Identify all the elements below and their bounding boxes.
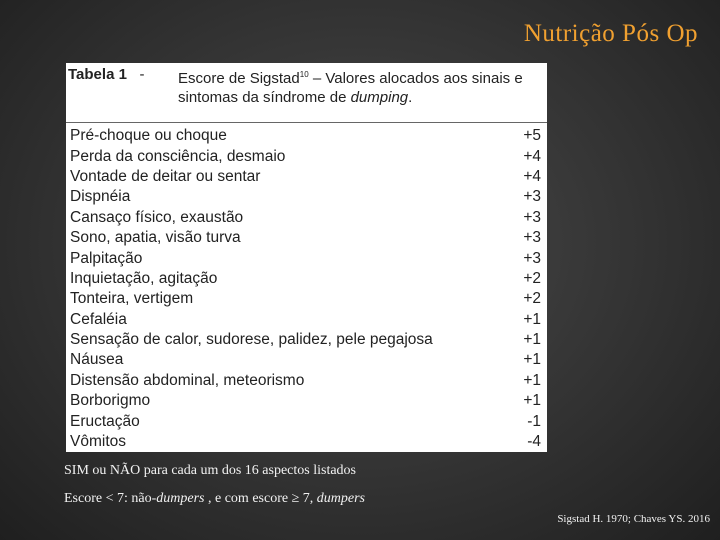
- symptom-cell: Vômitos: [70, 433, 126, 451]
- note-2-c: , e com escore ≥ 7,: [204, 491, 317, 506]
- symptom-cell: Cansaço físico, exaustão: [70, 208, 244, 226]
- caption-italic: dumping: [350, 89, 409, 106]
- symptom-cell: Pré-choque ou choque: [70, 127, 227, 145]
- note-line-2: [64, 491, 365, 507]
- note-line-1: SIM ou NÃO para cada um dos 16 aspectos listados: [64, 463, 357, 478]
- score-cell: +3: [523, 229, 541, 247]
- score-cell: +1: [523, 331, 541, 349]
- symptom-cell: Dispnéia: [70, 188, 131, 206]
- symptom-cell: Perda da consciência, desmaio: [70, 147, 286, 165]
- table-row: [70, 167, 543, 187]
- table-row: [70, 208, 543, 228]
- symptom-cell: Eructação: [70, 412, 140, 430]
- note-2-b: dumpers: [156, 491, 205, 506]
- score-cell: +3: [523, 188, 541, 206]
- table-row: [70, 269, 543, 289]
- score-cell: +1: [523, 351, 541, 369]
- caption-end: .: [408, 89, 413, 106]
- table-row: [70, 289, 543, 309]
- table-row: [70, 432, 543, 452]
- score-cell: +2: [523, 290, 541, 308]
- table-caption-text: [178, 65, 547, 107]
- table-label-text: Tabela 1: [68, 66, 127, 83]
- slide-title: Nutrição Pós Op: [523, 20, 698, 47]
- score-cell: +2: [523, 269, 541, 287]
- table-row: [70, 187, 543, 207]
- symptom-cell: Inquietação, agitação: [70, 269, 218, 287]
- score-cell: +4: [523, 147, 541, 165]
- caption-prefix: Escore de Sigstad: [178, 70, 300, 87]
- table-row: [70, 146, 543, 166]
- table-row: [70, 371, 543, 391]
- symptom-cell: Sensação de calor, sudorese, palidez, pele pegajosa: [70, 331, 433, 349]
- table-row: [70, 126, 543, 146]
- symptom-cell: Tonteira, vertigem: [70, 290, 194, 308]
- score-cell: -1: [527, 412, 541, 430]
- score-cell: +4: [523, 167, 541, 185]
- citation: Sigstad H. 1970; Chaves YS. 2016: [557, 513, 710, 525]
- table-rows: [70, 126, 543, 452]
- table-row: [70, 310, 543, 330]
- symptom-cell: Borborigmo: [70, 392, 151, 410]
- table-row: [70, 411, 543, 431]
- symptom-cell: Distensão abdominal, meteorismo: [70, 371, 305, 389]
- score-cell: +1: [523, 392, 541, 410]
- score-cell: +1: [523, 310, 541, 328]
- symptom-cell: Cefaléia: [70, 310, 127, 328]
- symptom-cell: Palpitação: [70, 249, 143, 267]
- symptom-cell: Sono, apatia, visão turva: [70, 229, 241, 247]
- note-2-d: dumpers: [316, 491, 365, 506]
- table-row: [70, 228, 543, 248]
- caption-rest: – Valores alocados aos sinais e sintomas da síndrome de: [178, 70, 523, 106]
- table-label-dash: -: [139, 66, 145, 83]
- table-row: [70, 350, 543, 370]
- score-cell: +5: [523, 127, 541, 145]
- table-caption: [66, 63, 547, 107]
- table-row: [70, 330, 543, 350]
- score-cell: +3: [523, 208, 541, 226]
- table-row: [70, 248, 543, 268]
- score-cell: -4: [527, 433, 541, 451]
- table-row: [70, 391, 543, 411]
- table-divider: [66, 122, 547, 123]
- symptom-cell: Vontade de deitar ou sentar: [70, 167, 261, 185]
- table-label: [68, 65, 178, 107]
- score-cell: +3: [523, 249, 541, 267]
- note-2-a: Escore < 7: não-: [64, 491, 157, 506]
- score-cell: +1: [523, 371, 541, 389]
- symptom-cell: Náusea: [70, 351, 124, 369]
- caption-reference: 10: [299, 70, 309, 79]
- sigstad-table: [66, 63, 547, 452]
